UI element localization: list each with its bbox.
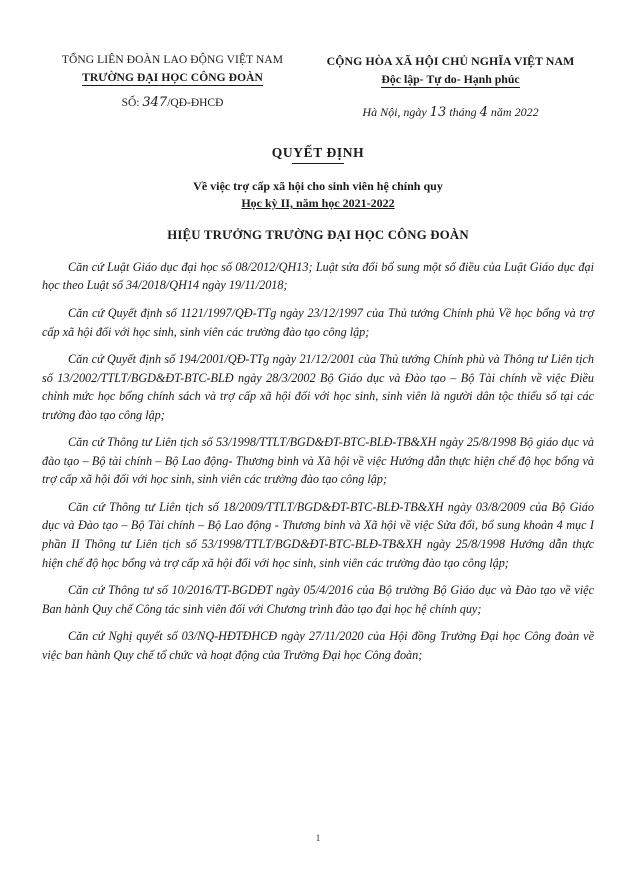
title-divider xyxy=(292,163,344,164)
issue-month: 4 xyxy=(479,104,488,120)
university-name: TRƯỜNG ĐẠI HỌC CÔNG ĐOÀN xyxy=(82,71,263,84)
issuing-authority: HIỆU TRƯỞNG TRƯỜNG ĐẠI HỌC CÔNG ĐOÀN xyxy=(167,227,469,242)
parent-organization-name: TỔNG LIÊN ĐOÀN LAO ĐỘNG VIỆT NAM xyxy=(61,54,284,66)
place-and-date: Hà Nội, ngày 13 tháng 4 năm 2022 xyxy=(362,104,539,120)
document-body xyxy=(42,258,594,664)
document-semester: Học kỳ II, năm học 2021-2022 xyxy=(241,195,395,210)
issuing-organization xyxy=(40,52,305,123)
legal-basis-paragraph: Căn cứ Quyết định số 1121/1997/QĐ-TTg ngày 23/12/1997 của Thủ tướng Chính phủ Về học bổng và trợ cấp xã hội đối với học sinh, sinh viên các trường đào tạo công lập; xyxy=(42,305,594,339)
country-name: CỘNG HÒA XÃ HỘI CHỦ NGHĨA VIỆT NAM xyxy=(326,54,575,68)
legal-basis-paragraph: Căn cứ Thông tư số 10/2016/TT-BGDĐT ngày 05/4/2016 của Bộ trưởng Bộ Giáo dục và Đào tạo về việc Ban hành Quy chế Công tác sinh viên đối với Chương trình đào tạo đại học hệ chính quy; xyxy=(42,583,594,616)
national-heading xyxy=(305,52,596,123)
issue-day: 13 xyxy=(429,104,447,120)
legal-basis-paragraph: Căn cứ Thông tư Liên tịch số 18/2009/TTLT/BGD&ĐT-BTC-BLĐ-TB&XH ngày 03/8/2009 của Bộ Giáo dục và Đào tạo – Bộ Tài chính – Bộ Lao động - Thương binh và Xã hội về việc Sửa đổi, bổ sung khoản 4 mục I phần II Thông tư Liên tịch số 53/1998/TTLT/BGD&ĐT-BTC-BLĐ-TB&XH ngày 25/8/1998 Hướng dẫn thực hiện chế độ học bổng và trợ cấp xã hội đối với học sinh, sinh viên các trường đào tạo công lập; xyxy=(42,499,594,570)
title-block xyxy=(0,145,636,243)
document-subject: Về việc trợ cấp xã hội cho sinh viên hệ chính quy xyxy=(193,178,443,193)
document-header xyxy=(0,0,636,123)
document-number: SỐ: 347/QĐ-ĐHCĐ xyxy=(121,94,224,110)
legal-basis-paragraph: Căn cứ Thông tư Liên tịch số 53/1998/TTLT/BGD&ĐT-BTC-BLĐ-TB&XH ngày 25/8/1998 Bộ giáo dục và đào tạo – Bộ tài chính – Bộ Lao động- Thương binh và Xã hội về việc Hướng dẫn thực hiện chế độ học bổng và trợ cấp xã hội đối với học sinh, sinh viên các trường đào tạo công lập; xyxy=(42,435,594,487)
legal-basis-paragraph: Căn cứ Luật Giáo dục đại học số 08/2012/QH13; Luật sửa đổi bổ sung một số điều của Luật Giáo dục đại học theo Luật số 34/2018/QH14 ngày 19/11/2018; xyxy=(42,259,594,293)
country-motto: Độc lập- Tự do- Hạnh phúc xyxy=(381,72,520,87)
legal-basis-paragraph: Căn cứ Quyết định số 194/2001/QĐ-TTg ngày 21/12/2001 của Thủ tướng Chính phủ và Thông tư Liên tịch số 13/2002/TTLT/BGD&ĐT-BTC-BLĐ ngày 28/3/2002 Bộ Giáo dục và Đào tạo – Bộ Tài chính về việc Điều chỉnh mức học bổng chính sách và trợ cấp xã hội đối với học sinh, sinh viên là người dân tộc thiểu số tại các trường đào tạo công lập; xyxy=(42,352,594,422)
legal-basis-paragraph: Căn cứ Nghị quyết số 03/NQ-HĐTĐHCĐ ngày 27/11/2020 của Hội đồng Trường Đại học Công đoàn về việc ban hành Quy chế tổ chức và hoạt động của Trường Đại học Công đoàn; xyxy=(42,629,594,662)
page-number: 1 xyxy=(315,834,321,844)
document-number-value: 347 xyxy=(142,94,168,110)
page-title: QUYẾT ĐỊNH xyxy=(271,144,365,160)
